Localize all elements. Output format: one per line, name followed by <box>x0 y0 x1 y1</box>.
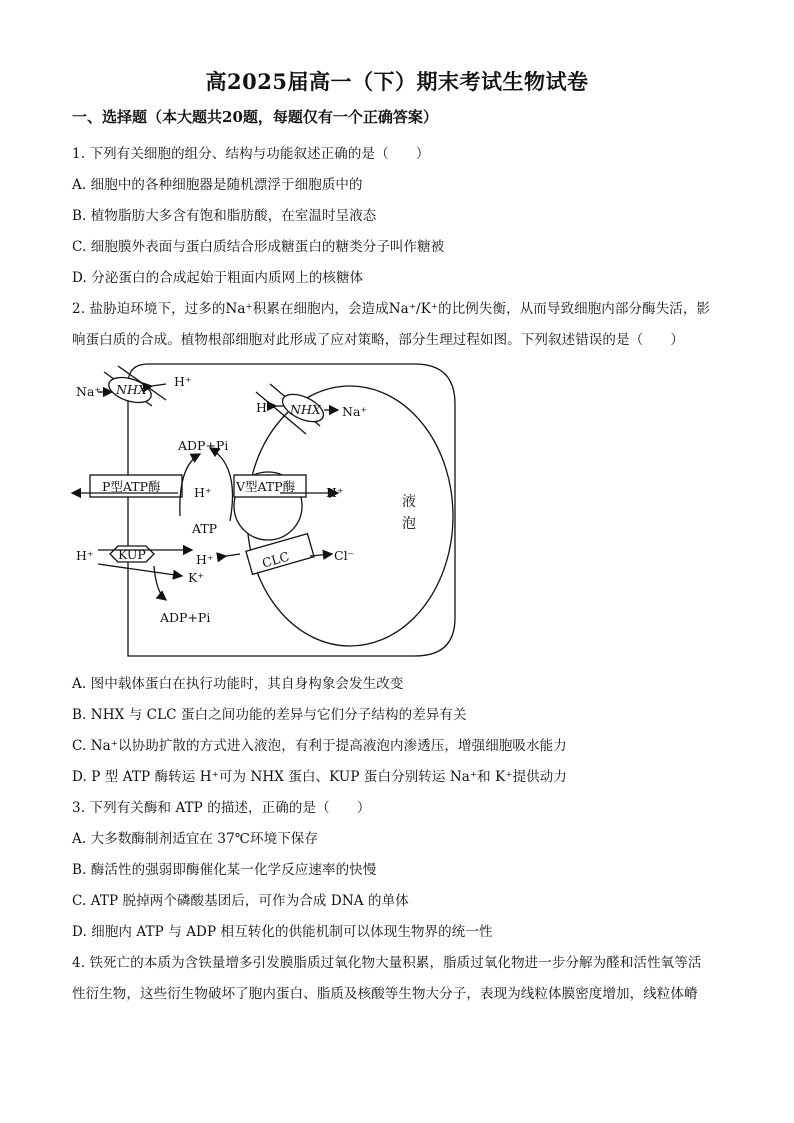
label-h-mid-right: H⁺ <box>326 485 344 500</box>
label-nhx-vac: NHX <box>290 402 321 417</box>
label-cl: Cl⁻ <box>334 548 355 563</box>
q2-stem-line1: 2. 盐胁迫环境下，过多的Na⁺积累在细胞内，会造成Na⁺/K⁺的比例失衡，从而导致细胞内部分酶失活，影 <box>72 301 711 317</box>
label-na-out: Na⁺ <box>76 384 101 399</box>
label-h-in-bottom: H⁺ <box>196 552 214 567</box>
q2-option-c: C. Na⁺以协助扩散的方式进入液泡，有利于提高液泡内渗透压，增强细胞吸水能力 <box>72 738 567 754</box>
label-kup: KUP <box>118 547 146 562</box>
label-adp-pi-top: ADP+Pi <box>178 438 229 453</box>
cell-transport-diagram <box>70 356 470 662</box>
q3-option-a: A. 大多数酶制剂适宜在 37℃环境下保存 <box>72 831 319 847</box>
label-clc: CLC <box>260 548 291 571</box>
section-heading: 一、选择题（本大题共20题，每题仅有一个正确答案） <box>72 108 438 126</box>
label-adp-pi-bottom: ADP+Pi <box>160 610 211 625</box>
q2-option-a: A. 图中载体蛋白在执行功能时，其自身构象会发生改变 <box>72 676 404 692</box>
q3-option-c: C. ATP 脱掉两个磷酸基团后，可作为合成 DNA 的单体 <box>72 893 409 909</box>
label-v-atpase: V型ATP酶 <box>236 479 296 494</box>
q2-option-d: D. P 型 ATP 酶转运 H⁺可为 NHX 蛋白、KUP 蛋白分别转运 Na⁺和 K⁺提供动力 <box>72 769 567 785</box>
label-na-vac: Na⁺ <box>342 404 367 419</box>
label-h-out-bottom: H⁺ <box>76 548 94 563</box>
q1-option-c: C. 细胞膜外表面与蛋白质结合形成糖蛋白的糖类分子叫作糖被 <box>72 239 445 255</box>
label-k-in: K⁺ <box>188 570 204 585</box>
q4-stem-line2: 性衍生物，这些衍生物破坏了胞内蛋白、脂质及核酸等生物大分子，表现为线粒体膜密度增加，线粒体嵴 <box>72 986 698 1002</box>
q2-stem-line2: 响蛋白质的合成。植物根部细胞对此形成了应对策略，部分生理过程如图。下列叙述错误的是（ ） <box>72 332 684 348</box>
label-p-atpase: P型ATP酶 <box>102 479 161 494</box>
q2-option-b: B. NHX 与 CLC 蛋白之间功能的差异与它们分子结构的差异有关 <box>72 707 467 723</box>
label-vacuole-2: 泡 <box>402 516 416 532</box>
label-vacuole-1: 液 <box>402 494 416 510</box>
q3-option-b: B. 酶活性的强弱即酶催化某一化学反应速率的快慢 <box>72 862 377 878</box>
label-h-mid-left: H⁺ <box>194 485 212 500</box>
q1-option-d: D. 分泌蛋白的合成起始于粗面内质网上的核糖体 <box>72 270 364 286</box>
q1-option-a: A. 细胞中的各种细胞器是随机漂浮于细胞质中的 <box>72 177 363 193</box>
q3-option-d: D. 细胞内 ATP 与 ADP 相互转化的供能机制可以体现生物界的统一性 <box>72 924 493 940</box>
q1-stem: 1. 下列有关细胞的组分、结构与功能叙述正确的是（ ） <box>72 146 430 162</box>
q3-stem: 3. 下列有关酶和 ATP 的描述，正确的是（ ） <box>72 800 371 816</box>
label-h-top: H⁺ <box>174 374 192 389</box>
label-atp: ATP <box>192 521 218 536</box>
q4-stem-line1: 4. 铁死亡的本质为含铁量增多引发膜脂质过氧化物大量积累，脂质过氧化物进一步分解为醛和活性氧等活 <box>72 955 702 971</box>
label-nhx-top: NHX <box>116 382 147 397</box>
q1-option-b: B. 植物脂肪大多含有饱和脂肪酸，在室温时呈液态 <box>72 208 377 224</box>
exam-title: 高2025届高一（下）期末考试生物试卷 <box>205 69 589 94</box>
label-h-vac: H⁺ <box>256 400 274 415</box>
